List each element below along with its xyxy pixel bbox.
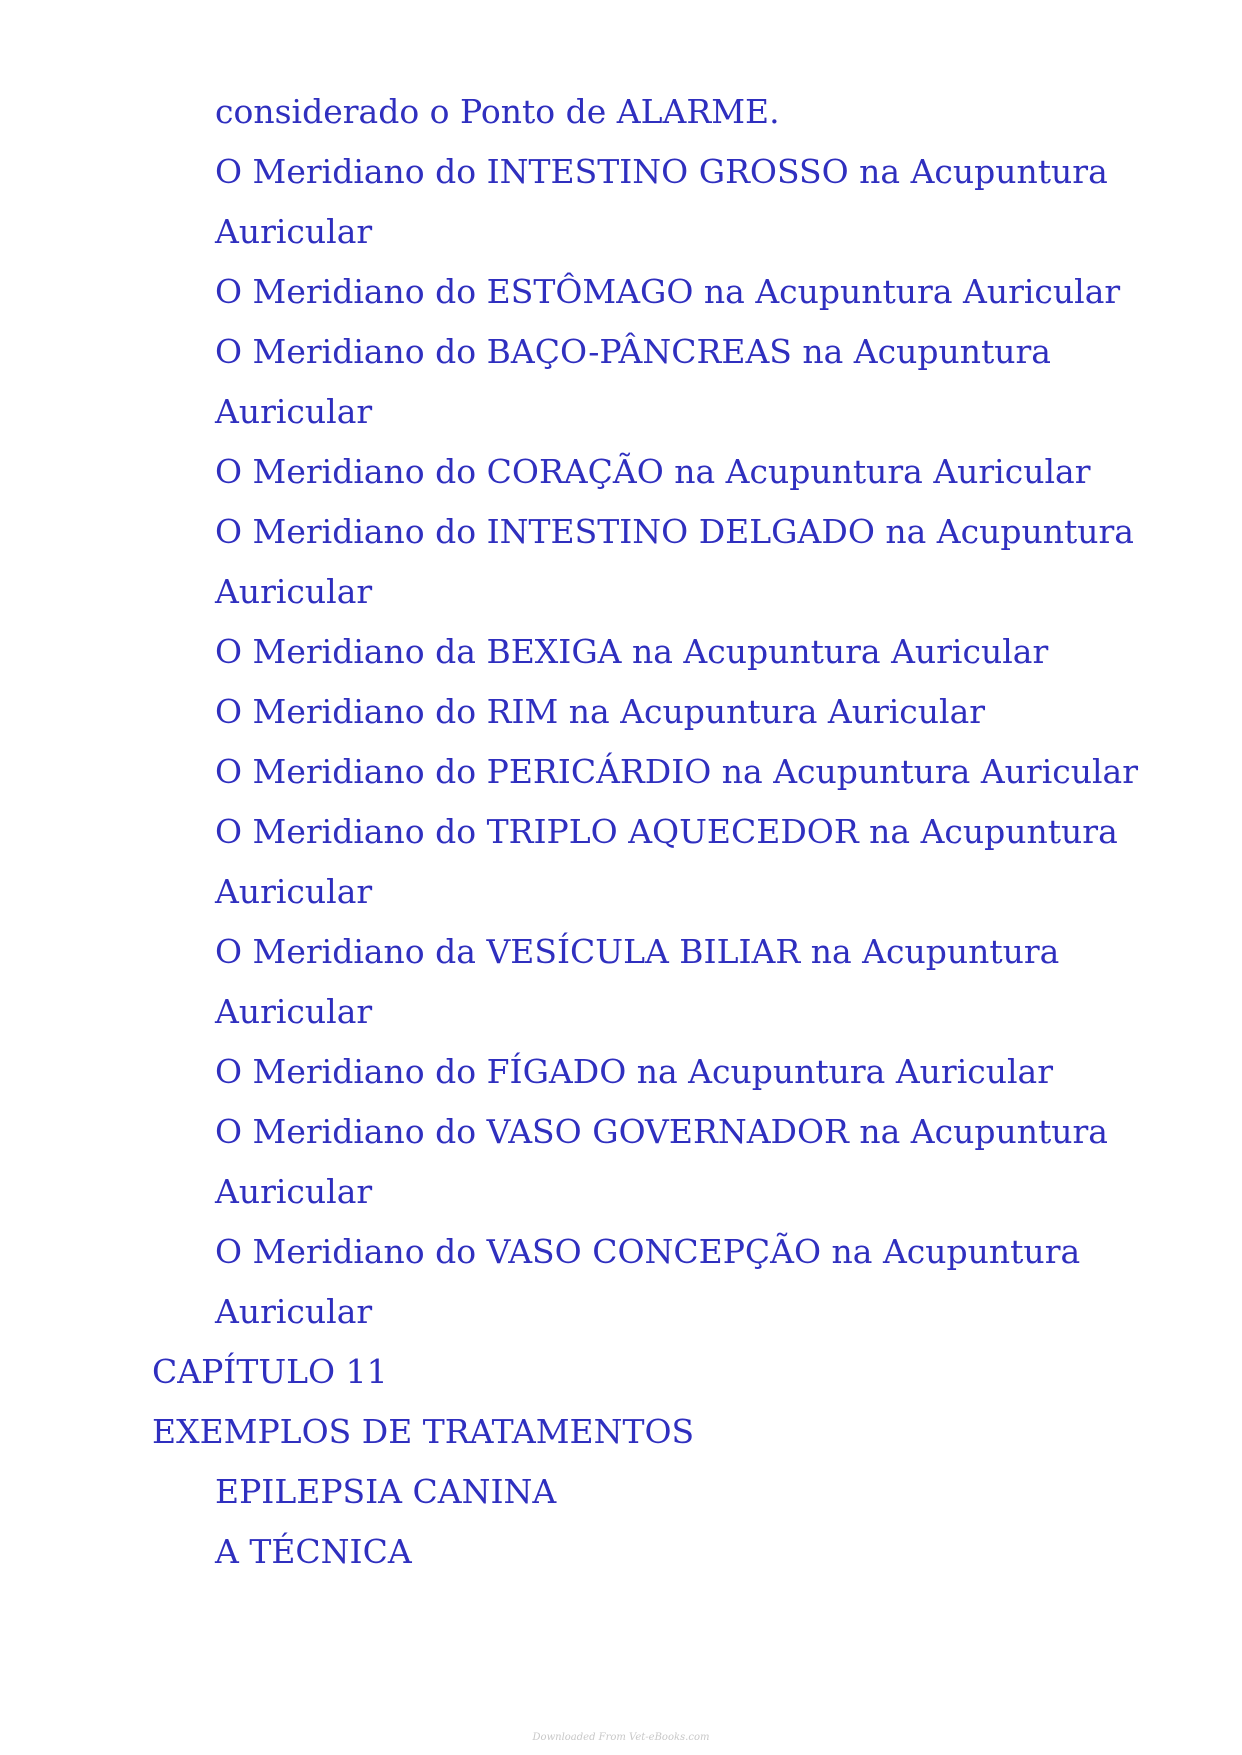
toc-entry-continuation: Auricular: [215, 1292, 373, 1331]
toc-entry-vesicula-biliar[interactable]: [0, 922, 1242, 1042]
toc-entry-intestino-delgado[interactable]: [0, 502, 1242, 622]
toc-entry-continuation: Auricular: [215, 992, 373, 1031]
toc-entry-continuation: Auricular: [215, 212, 373, 251]
toc-entry-baco-pancreas[interactable]: [0, 322, 1242, 442]
toc-entry-line: O Meridiano do TRIPLO AQUECEDOR na Acupuntura: [215, 812, 1118, 851]
download-watermark: Downloaded From Vet-eBooks.com: [532, 1732, 710, 1743]
toc-entry-coracao[interactable]: O Meridiano do CORAÇÃO na Acupuntura Auricular: [215, 452, 1091, 491]
toc-entry-a-tecnica[interactable]: A TÉCNICA: [215, 1532, 412, 1571]
toc-entry-continuation: Auricular: [215, 1172, 373, 1211]
toc-entry-continuation: Auricular: [215, 572, 373, 611]
toc-entry-exemplos-de-tratamentos[interactable]: EXEMPLOS DE TRATAMENTOS: [152, 1412, 695, 1451]
toc-entry-alarme[interactable]: considerado o Ponto de ALARME.: [215, 92, 780, 131]
toc-entry-continuation: Auricular: [215, 392, 373, 431]
toc-entry-figado[interactable]: O Meridiano do FÍGADO na Acupuntura Auricular: [215, 1052, 1053, 1091]
toc-entry-line: O Meridiano do VASO GOVERNADOR na Acupuntura: [215, 1112, 1108, 1151]
toc-entry-rim[interactable]: O Meridiano do RIM na Acupuntura Auricular: [215, 692, 986, 731]
toc-entry-bexiga[interactable]: O Meridiano da BEXIGA na Acupuntura Auricular: [215, 632, 1049, 671]
table-of-contents: [0, 82, 1242, 1582]
toc-entry-triplo-aquecedor[interactable]: [0, 802, 1242, 922]
toc-entry-estomago[interactable]: O Meridiano do ESTÔMAGO na Acupuntura Auricular: [215, 272, 1121, 311]
toc-entry-line: O Meridiano do INTESTINO GROSSO na Acupuntura: [215, 152, 1108, 191]
toc-entry-line: O Meridiano do VASO CONCEPÇÃO na Acupuntura: [215, 1232, 1081, 1271]
toc-entry-pericardio[interactable]: O Meridiano do PERICÁRDIO na Acupuntura Auricular: [215, 752, 1139, 791]
toc-entry-line: O Meridiano do BAÇO-PÂNCREAS na Acupuntura: [215, 332, 1051, 371]
toc-entry-capitulo-11[interactable]: CAPÍTULO 11: [152, 1352, 388, 1391]
toc-entry-line: O Meridiano do INTESTINO DELGADO na Acupuntura: [215, 512, 1134, 551]
toc-entry-line: O Meridiano da VESÍCULA BILIAR na Acupuntura: [215, 932, 1060, 971]
toc-entry-continuation: Auricular: [215, 872, 373, 911]
toc-entry-epilepsia-canina[interactable]: EPILEPSIA CANINA: [215, 1472, 557, 1511]
toc-entry-intestino-grosso[interactable]: [0, 142, 1242, 262]
toc-entry-vaso-governador[interactable]: [0, 1102, 1242, 1222]
toc-entry-vaso-concepcao[interactable]: [0, 1222, 1242, 1342]
